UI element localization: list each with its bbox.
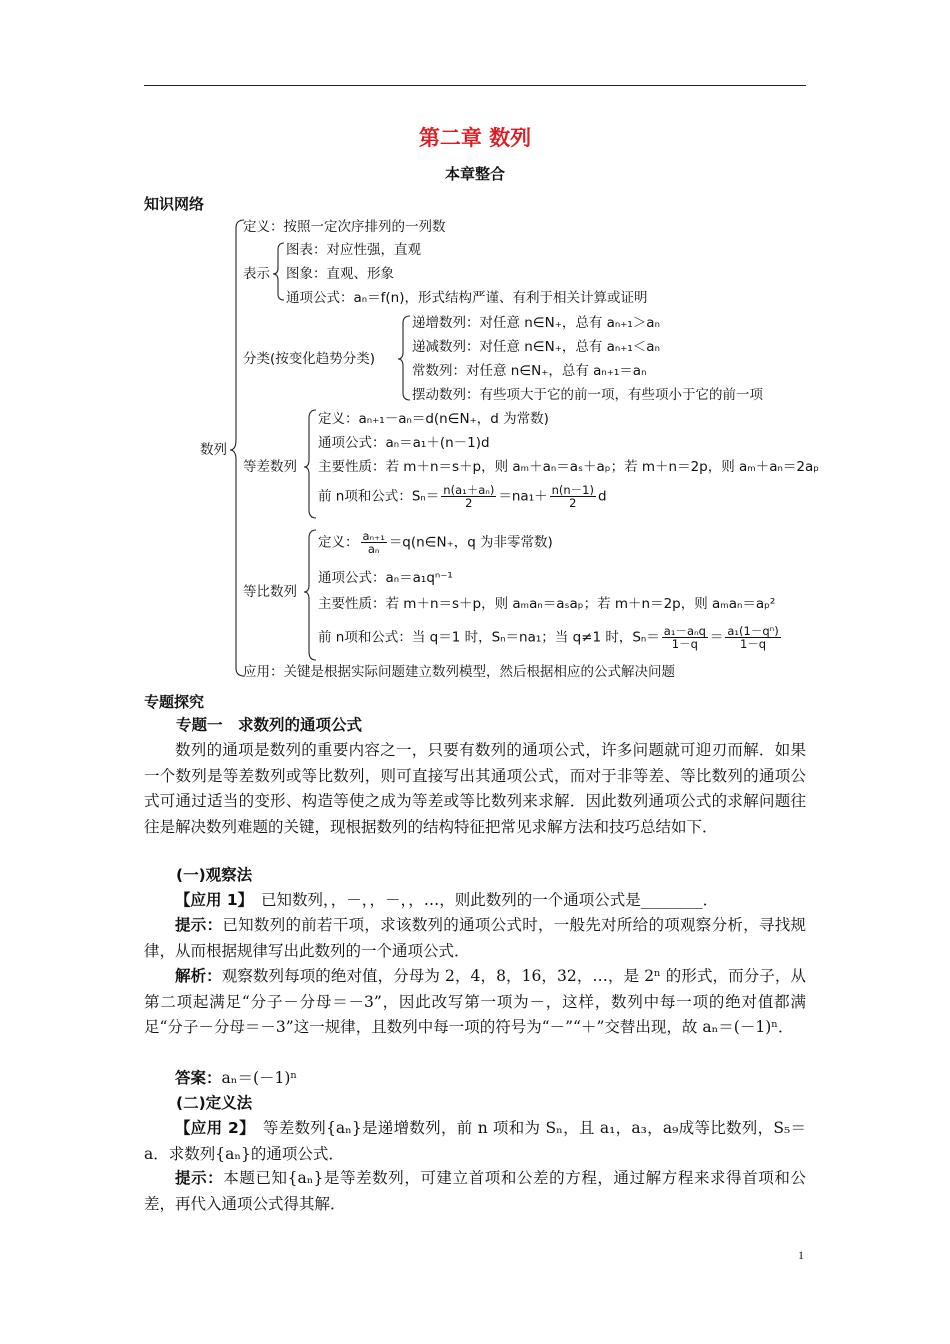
arithmetic-sum-fraction: [441, 484, 496, 509]
sol1-label: 解析：: [175, 967, 222, 985]
ans1-text: aₙ＝(－1)ⁿ: [221, 1069, 298, 1087]
chapter-title: 第二章 数列: [418, 126, 532, 150]
sol1-text: 观察数列每项的绝对值，分母为 2，4，8，16，32，…，是 2ⁿ 的形式，而分子，从第二项起满足“分子－分母＝－3”，因此改写第一项为－，这样，数列中每一项的绝对值都满足“分子－分母＝－3”这一规律，且数列中每一项的符号为“－”“＋”交替出现，故 aₙ＝(－1)ⁿ．: [144, 967, 806, 1036]
fraction-denominator: aₙ: [367, 542, 380, 556]
arithmetic-sum-mid: ＝na₁＋: [498, 488, 548, 505]
method1-heading: [176, 863, 806, 889]
arithmetic-sum-fraction: [550, 484, 596, 509]
classification-item: 递减数列：对任意 n∈N₊，总有 aₙ₊₁＜aₙ: [412, 339, 660, 355]
arithmetic-item: 定义：aₙ₊₁－aₙ＝d(n∈N₊，d 为常数): [318, 411, 549, 427]
network-root: 数列: [200, 442, 227, 458]
arithmetic-item: 主要性质：若 m＋n＝s＋p，则 aₘ＋aₙ＝aₛ＋aₚ；若 m＋n＝2p，则 aₘ＋aₙ＝2aₚ: [318, 459, 820, 475]
arithmetic-label: 等差数列: [243, 459, 297, 475]
arithmetic-sum-suffix: d: [597, 488, 607, 505]
hint2-label: 提示：: [175, 1169, 224, 1187]
method2-heading: [176, 1091, 806, 1117]
answer1: [144, 1066, 806, 1092]
app2-text: 等差数列{aₙ}是递增数列，前 n 项和为 Sₙ，且 a₁，a₃，a₉成等比数列，S₅＝a．求数列{aₙ}的通项公式．: [144, 1119, 806, 1163]
representation-label: 表示: [243, 266, 270, 282]
fraction-denominator: 1－q: [739, 637, 767, 651]
section-topics-heading: 专题探究: [144, 693, 205, 711]
geometric-sum-prefix: 前 n项和公式：当 q＝1 时，Sₙ＝na₁；当 q≠1 时，Sₙ＝: [318, 629, 660, 646]
geometric-item: 通项公式：aₙ＝a₁qⁿ⁻¹: [318, 570, 453, 586]
section-network-heading: 知识网络: [144, 195, 205, 213]
arithmetic-sum-formula: [318, 484, 607, 509]
fraction-denominator: 2: [465, 496, 473, 510]
classification-item: 常数列：对任意 n∈N₊，总有 aₙ₊₁＝aₙ: [412, 363, 647, 379]
arithmetic-sum-prefix: 前 n项和公式：Sₙ＝: [318, 488, 440, 505]
method1-heading-text: (一)观察法: [176, 866, 253, 884]
method2-heading-text: (二)定义法: [176, 1094, 253, 1112]
geometric-def-prefix: 定义：: [318, 534, 359, 551]
classification-label: 分类(按变化趋势分类): [243, 351, 376, 367]
representation-item: 图表：对应性强，直观: [286, 242, 421, 258]
fraction-numerator: a₁(1－qⁿ): [727, 624, 779, 638]
geometric-sum-formula: [318, 625, 783, 650]
topic1-intro: 数列的通项是数列的重要内容之一，只要有数列的通项公式，许多问题就可迎刃而解．如果一个数列是等差数列或等比数列，则可直接写出其通项公式，而对于非等差、等比数列的通项公式可通过适当的变形、构造等使之成为等差或等比数列来求解．因此数列通项公式的求解问题往往是解决数列难题的关键，现根据数列的结构特征把常见求解方法和技巧总结如下．: [144, 741, 806, 836]
app1-label: 【应用 1】: [175, 891, 246, 909]
topic1-heading: [176, 713, 806, 739]
app2-label: 【应用 2】: [175, 1119, 248, 1137]
page-number: 1: [798, 1248, 804, 1262]
geometric-def-fraction: [361, 530, 387, 555]
hint2-text: 本题已知{aₙ}是等差数列，可建立首项和公差的方程，通过解方程来求得首项和公差，再代入通项公式得其解．: [144, 1169, 806, 1213]
classification-item: 摆动数列：有些项大于它的前一项，有些项小于它的前一项: [412, 387, 763, 403]
application1: [144, 888, 806, 914]
application2: [144, 1116, 806, 1167]
geometric-sum-fraction: [725, 625, 780, 650]
hint1-text: 已知数列的前若干项，求该数列的通项公式时，一般先对所给的项观察分析，寻找规律，从而根据规律写出此数列的一个通项公式．: [144, 916, 806, 960]
arithmetic-item: 通项公式：aₙ＝a₁＋(n－1)d: [318, 435, 490, 451]
hint1-label: 提示：: [175, 916, 223, 934]
representation-item: 图象：直观、形象: [286, 266, 394, 282]
representation-item: 通项公式：aₙ＝f(n)，形式结构严谨、有利于相关计算或证明: [286, 290, 648, 306]
fraction-denominator: 1－q: [671, 637, 698, 651]
ans1-label: 答案：: [175, 1069, 222, 1087]
hint1: [144, 913, 806, 964]
geometric-sum-mid: ＝: [709, 629, 724, 646]
topic1-heading-text: 专题一 求数列的通项公式: [176, 716, 363, 734]
fraction-numerator: a₁－aₙq: [663, 624, 706, 638]
app1-text: 已知数列，，－，，－，，…，则此数列的一个通项公式是________．: [245, 891, 719, 909]
fraction-numerator: n(a₁＋aₙ): [443, 483, 495, 497]
geometric-sum-fraction: [662, 625, 708, 650]
geometric-definition: [318, 530, 553, 555]
solution1: [144, 964, 806, 1041]
fraction-denominator: 2: [569, 496, 577, 510]
geometric-label: 等比数列: [243, 584, 297, 600]
network-application: 应用：关键是根据实际问题建立数列模型，然后根据相应的公式解决问题: [243, 664, 675, 680]
geometric-def-suffix: ＝q(n∈N₊，q 为非零常数): [388, 534, 553, 551]
fraction-numerator: n(n－1): [551, 483, 594, 497]
chapter-subtitle: 本章整合: [444, 165, 505, 183]
hint2: [144, 1166, 806, 1217]
classification-item: 递增数列：对任意 n∈N₊，总有 aₙ₊₁＞aₙ: [412, 315, 660, 331]
network-definition: 定义：按照一定次序排列的一列数: [243, 219, 446, 235]
geometric-item: 主要性质：若 m＋n＝s＋p，则 aₘaₙ＝aₛaₚ；若 m＋n＝2p，则 aₘaₙ＝aₚ²: [318, 596, 776, 612]
fraction-numerator: aₙ₊₁: [362, 529, 385, 543]
